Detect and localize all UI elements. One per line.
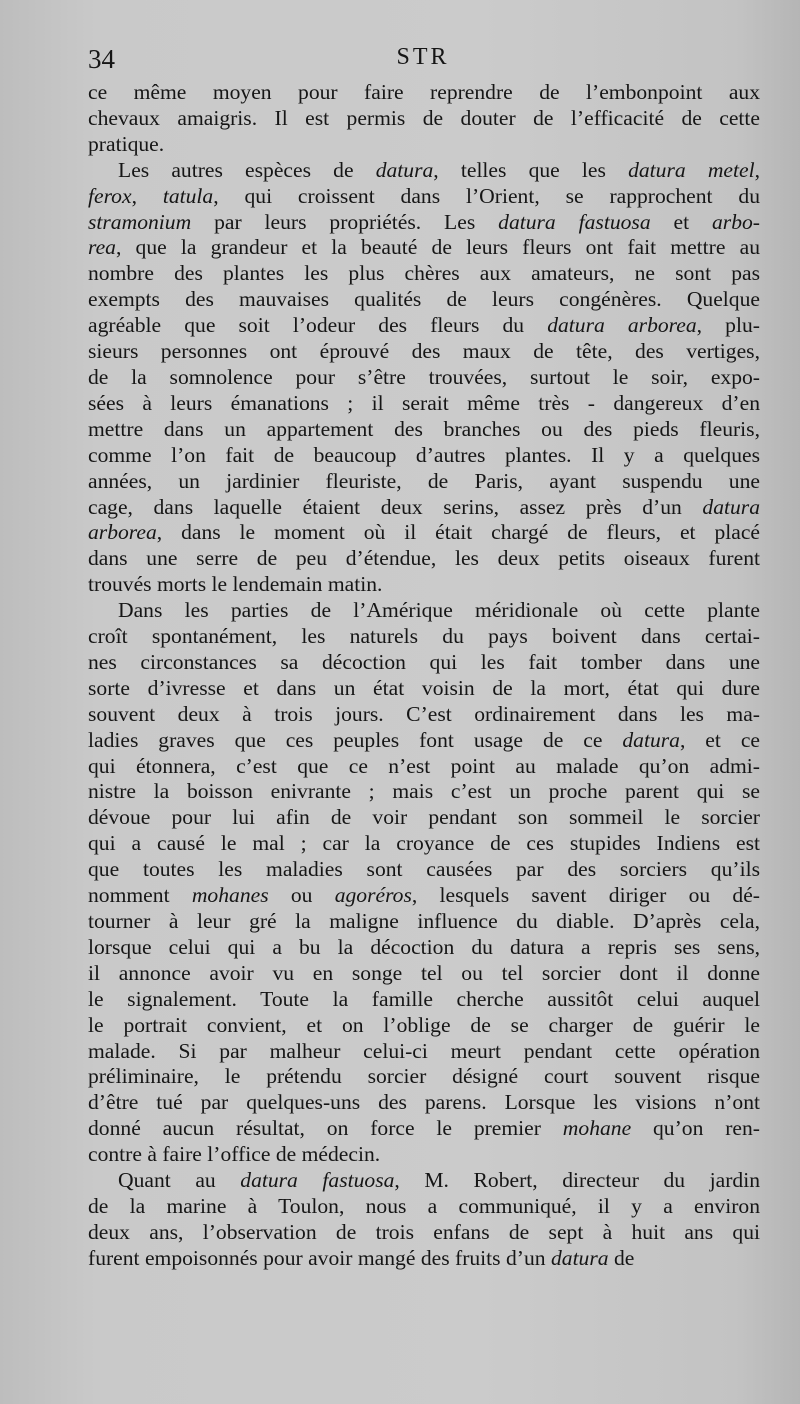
paragraph bbox=[88, 158, 760, 598]
text-line: le signalement. Toute la famille cherche aussitôt celui auquel bbox=[88, 986, 760, 1011]
page-number: 34 bbox=[88, 44, 115, 74]
text-line: nombre des plantes les plus chères aux amateurs, ne sont pas bbox=[88, 261, 760, 286]
paragraph bbox=[88, 80, 760, 158]
text-line: Les autres espèces de datura, telles que les datura metel, bbox=[118, 157, 760, 182]
text-line: nes circonstances sa décoction qui les fait tomber dans une bbox=[88, 649, 760, 674]
text-line: de la marine à Toulon, nous a communiqué, il y a environ bbox=[88, 1193, 760, 1218]
text-line: contre à faire l’office de médecin. bbox=[88, 1142, 381, 1167]
text-line: Dans les parties de l’Amérique méridionale où cette plante bbox=[118, 598, 760, 623]
text-line: tourner à leur gré la maligne influence du diable. D’après cela, bbox=[88, 909, 760, 933]
text-line: nistre la boisson enivrante ; mais c’est un proche parent qui se bbox=[88, 779, 760, 804]
text-line: rea, que la grandeur et la beauté de leurs fleurs ont fait mettre au bbox=[88, 235, 760, 260]
paragraph bbox=[88, 1168, 760, 1272]
text-line: arborea, dans le moment où il était chargé de fleurs, et placé bbox=[88, 520, 760, 545]
text-line: ladies graves que ces peuples font usage de ce datura, et ce bbox=[88, 727, 760, 752]
text-line: chevaux amaigris. Il est permis de douter de l’efficacité de cette bbox=[88, 105, 760, 130]
text-line: lorsque celui qui a bu la décoction du datura a repris ses sens, bbox=[88, 934, 760, 959]
text-line: deux ans, l’observation de trois enfans de sept à huit ans qui bbox=[88, 1219, 760, 1244]
text-line: dans une serre de peu d’étendue, les deux petits oiseaux furent bbox=[88, 546, 760, 571]
body-text bbox=[88, 80, 760, 1272]
text-line: le portrait convient, et on l’oblige de se charger de guérir le bbox=[88, 1012, 760, 1037]
text-line: pratique. bbox=[88, 131, 165, 156]
text-line: malade. Si par malheur celui-ci meurt pendant cette opération bbox=[88, 1038, 760, 1063]
text-line: souvent deux à trois jours. C’est ordinairement dans les ma- bbox=[88, 701, 760, 726]
paragraph bbox=[88, 598, 760, 1168]
text-line: comme l’on fait de beaucoup d’autres plantes. Il y a quelques bbox=[88, 442, 760, 467]
text-line: années, un jardinier fleuriste, de Paris, ayant suspendu une bbox=[88, 468, 760, 493]
text-line: stramonium par leurs propriétés. Les datura fastuosa et arbo- bbox=[88, 209, 760, 234]
text-line: sieurs personnes ont éprouvé des maux de tête, des vertiges, bbox=[88, 339, 760, 364]
text-line: agréable que soit l’odeur des fleurs du datura arborea, plu- bbox=[88, 313, 760, 338]
text-line: croît spontanément, les naturels du pays boivent dans certai- bbox=[88, 624, 760, 649]
text-line: d’être tué par quelques-uns des parens. Lorsque les visions n’ont bbox=[88, 1090, 760, 1115]
text-line: cage, dans laquelle étaient deux serins, assez près d’un datura bbox=[88, 494, 760, 519]
text-line: sées à leurs émanations ; il serait même très - dangereux d’en bbox=[88, 390, 760, 415]
text-line: donné aucun résultat, on force le premier mohane qu’on ren- bbox=[88, 1116, 760, 1141]
text-line: ce même moyen pour faire reprendre de l’embonpoint aux bbox=[88, 80, 760, 104]
text-line: trouvés morts le lendemain matin. bbox=[88, 572, 383, 597]
text-line: de la somnolence pour s’être trouvées, surtout le soir, expo- bbox=[88, 364, 760, 389]
text-line: préliminaire, le prétendu sorcier désigné court souvent risque bbox=[88, 1064, 760, 1089]
text-line: ferox, tatula, qui croissent dans l’Orient, se rapprochent du bbox=[88, 183, 760, 208]
text-line: Quant au datura fastuosa, M. Robert, directeur du jardin bbox=[118, 1168, 760, 1193]
text-line: furent empoisonnés pour avoir mangé des fruits d’un datura de bbox=[88, 1245, 635, 1270]
text-line: dévoue pour lui afin de voir pendant son sommeil le sorcier bbox=[88, 805, 760, 830]
running-head: STR bbox=[396, 44, 450, 70]
text-line: que toutes les maladies sont causées par des sorciers qu’ils bbox=[88, 857, 760, 882]
text-line: sorte d’ivresse et dans un état voisin de la mort, état qui dure bbox=[88, 675, 760, 700]
text-line: il annonce avoir vu en songe tel ou tel sorcier dont il donne bbox=[88, 960, 760, 985]
text-line: mettre dans un appartement des branches ou des pieds fleuris, bbox=[88, 416, 760, 441]
text-line: exempts des mauvaises qualités de leurs congénères. Quelque bbox=[88, 287, 760, 312]
text-line: nomment mohanes ou agoréros, lesquels savent diriger ou dé- bbox=[88, 883, 760, 908]
text-line: qui étonnera, c’est que ce n’est point au malade qu’on admi- bbox=[88, 753, 760, 778]
page-header bbox=[88, 44, 758, 78]
text-line: qui a causé le mal ; car la croyance de ces stupides Indiens est bbox=[88, 831, 760, 856]
